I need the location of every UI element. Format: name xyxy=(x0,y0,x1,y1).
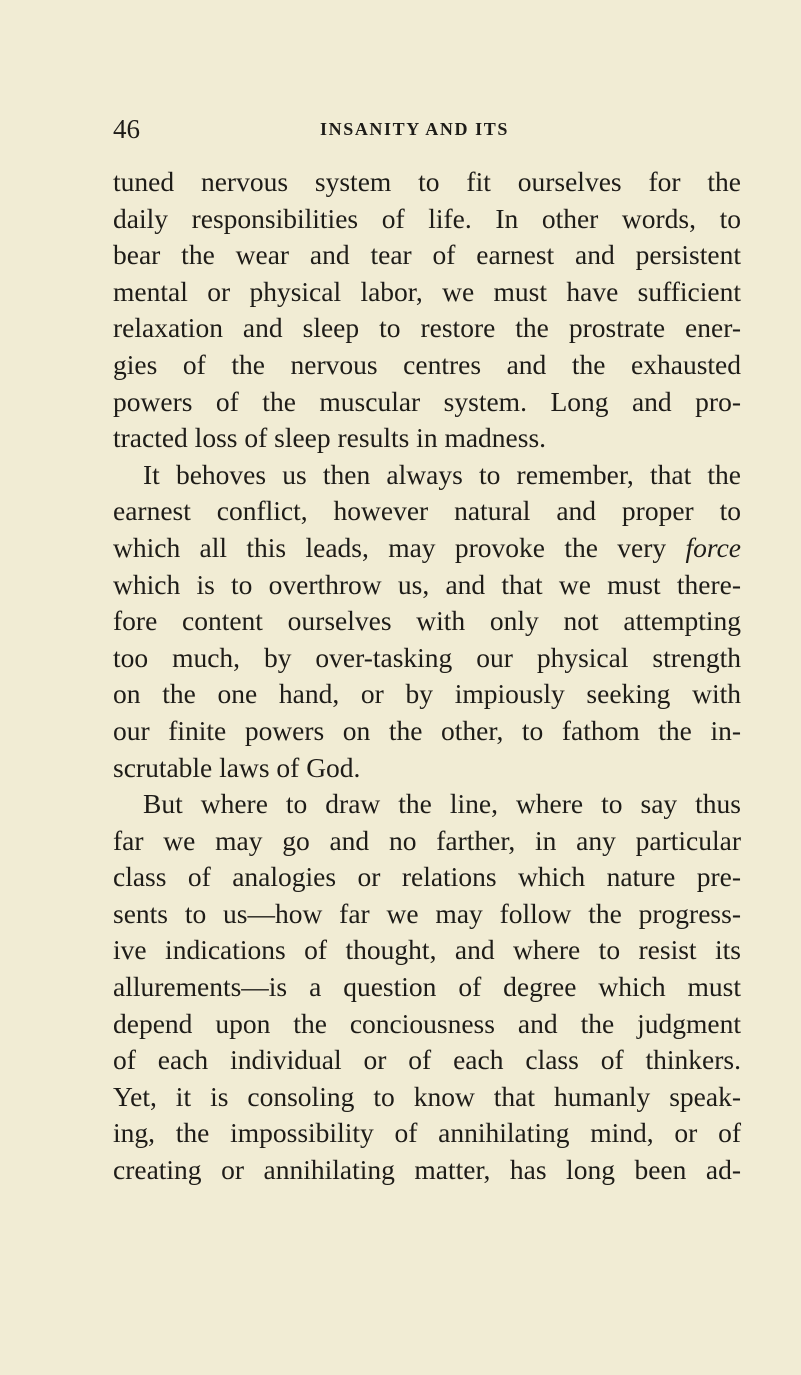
text-line: far we may go and no farther, in any particular xyxy=(113,824,741,856)
text-line: Yet, it is consoling to know that humanly speak- xyxy=(113,1080,741,1112)
text-line: too much, by over-tasking our physical strength xyxy=(113,641,741,673)
text-line: bear the wear and tear of earnest and persistent xyxy=(113,239,741,271)
text-line-with-emphasis xyxy=(113,530,741,567)
text-line: scrutable laws of God. xyxy=(113,751,361,783)
text-segment: which all this leads, may provoke the very xyxy=(113,531,667,563)
paragraph-start-line: It behoves us then always to remember, that the xyxy=(143,458,741,490)
text-line: depend upon the conciousness and the judgment xyxy=(113,1007,741,1039)
text-line: ive indications of thought, and where to resist its xyxy=(113,934,741,966)
text-line: mental or physical labor, we must have sufficient xyxy=(113,275,741,307)
text-line: earnest conflict, however natural and proper to xyxy=(113,495,741,527)
text-line: allurements—is a question of degree which must xyxy=(113,971,741,1003)
text-line: class of analogies or relations which nature pre- xyxy=(113,861,741,893)
text-line: sents to us—how far we may follow the progress- xyxy=(113,897,741,929)
text-line: which is to overthrow us, and that we must there- xyxy=(113,568,741,600)
page-header xyxy=(113,114,733,144)
text-line: on the one hand, or by impiously seeking with xyxy=(113,678,741,710)
text-line: fore content ourselves with only not attempting xyxy=(113,605,741,637)
text-line: daily responsibilities of life. In other words, to xyxy=(113,202,741,234)
text-line: ing, the impossibility of annihilating mind, or of xyxy=(113,1117,741,1149)
paragraph-start-line: But where to draw the line, where to say thus xyxy=(143,788,741,820)
text-line: of each individual or of each class of thinkers. xyxy=(113,1044,741,1076)
running-head: INSANITY AND ITS xyxy=(320,119,509,139)
text-line: creating or annihilating matter, has long been ad- xyxy=(113,1154,741,1186)
body-text xyxy=(113,164,741,1189)
text-line: tuned nervous system to fit ourselves for the xyxy=(113,166,741,197)
text-line: tracted loss of sleep results in madness. xyxy=(113,422,547,454)
text-line: our finite powers on the other, to fathom the in- xyxy=(113,714,741,746)
emphasized-word: force xyxy=(685,531,742,563)
text-line: gies of the nervous centres and the exhausted xyxy=(113,348,741,380)
text-line: relaxation and sleep to restore the prostrate ener- xyxy=(113,312,741,344)
text-line: powers of the muscular system. Long and pro- xyxy=(113,385,741,417)
page-number: 46 xyxy=(113,114,140,144)
